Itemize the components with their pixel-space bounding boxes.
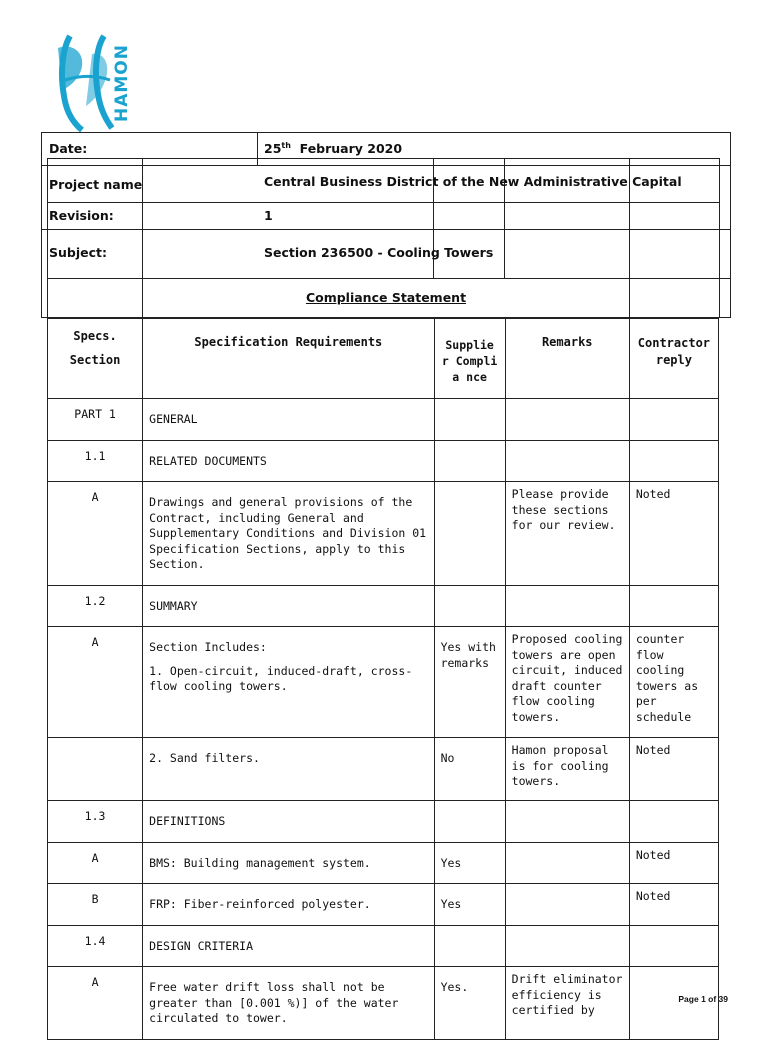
section-cell: 1.4 <box>48 925 143 967</box>
requirement-cell <box>143 842 434 884</box>
requirement-cell <box>143 738 434 801</box>
contractor-reply-cell: Noted <box>629 738 718 801</box>
requirement-text: 2. Sand filters. <box>149 751 260 765</box>
requirement-cell <box>143 482 434 586</box>
section-cell: 1.1 <box>48 440 143 482</box>
compliance-cell <box>434 482 505 586</box>
requirement-text: FRP: Fiber-reinforced polyester. <box>149 897 371 911</box>
section-cell: 1.3 <box>48 801 143 843</box>
table-row <box>48 399 719 441</box>
remarks-cell <box>505 399 629 441</box>
col-header-compliance: Supplie r Complia nce <box>434 319 505 399</box>
col-header-section: Specs. Section <box>48 319 143 399</box>
contractor-reply-cell <box>629 585 718 627</box>
section-cell: A <box>48 627 143 738</box>
table-row <box>48 585 719 627</box>
remarks-cell: Please provide these sections for our review. <box>505 482 629 586</box>
requirement-cell <box>143 925 434 967</box>
remarks-cell <box>505 801 629 843</box>
table-row <box>48 801 719 843</box>
requirement-cell <box>143 440 434 482</box>
compliance-cell <box>434 925 505 967</box>
remarks-cell <box>505 842 629 884</box>
section-cell: A <box>48 482 143 586</box>
contractor-reply-cell <box>629 925 718 967</box>
col-header-reply: Contractor reply <box>629 319 718 399</box>
remarks-cell <box>505 585 629 627</box>
contractor-reply-cell <box>629 399 718 441</box>
contractor-reply-cell <box>629 440 718 482</box>
section-cell: A <box>48 967 143 1040</box>
project-name-label: Project name <box>49 177 143 192</box>
project-name-value: Central Business District of the New Administrative Capital <box>264 174 682 189</box>
compliance-cell <box>434 399 505 441</box>
section-cell: A <box>48 842 143 884</box>
contractor-reply-cell: counter flow cooling towers as per schedule <box>629 627 718 738</box>
compliance-cell: Yes <box>434 884 505 926</box>
compliance-statement-title: Compliance Statement <box>305 290 467 305</box>
remarks-cell: Hamon proposal is for cooling towers. <box>505 738 629 801</box>
remarks-cell <box>505 884 629 926</box>
requirement-text: Free water drift loss shall not be greater than [0.001 %)] of the water circulated to tower. <box>149 980 399 1025</box>
table-row <box>48 842 719 884</box>
table-row <box>48 967 719 1040</box>
requirement-text: Drawings and general provisions of the Contract, including General and Supplementary Conditions and Division 01 Specification Sections, apply to this Section. <box>149 495 427 571</box>
subject-value: Section 236500 - Cooling Towers <box>264 245 494 260</box>
subject-label: Subject: <box>49 245 107 260</box>
col-header-requirements: Specification Requirements <box>143 319 434 399</box>
requirement-cell <box>143 801 434 843</box>
table-row <box>48 738 719 801</box>
revision-value: 1 <box>264 208 273 223</box>
remarks-cell <box>505 925 629 967</box>
contractor-reply-cell <box>629 801 718 843</box>
requirement-text: RELATED DOCUMENTS <box>149 453 267 468</box>
compliance-table <box>47 318 719 1040</box>
remarks-cell: Proposed cooling towers are open circuit, induced draft counter flow cooling towers. <box>505 627 629 738</box>
compliance-cell <box>434 585 505 627</box>
table-row <box>48 925 719 967</box>
requirement-cell <box>143 884 434 926</box>
contractor-reply-cell: Noted <box>629 884 718 926</box>
date-label: Date: <box>49 141 88 156</box>
table-row <box>48 627 719 738</box>
requirement-cell <box>143 627 434 738</box>
page-number: Page 1 of 39 <box>678 994 728 1004</box>
revision-label: Revision: <box>49 208 114 223</box>
compliance-cell: Yes. <box>434 967 505 1040</box>
contractor-reply-cell: Noted <box>629 842 718 884</box>
remarks-cell: Drift eliminator efficiency is certified by <box>505 967 629 1040</box>
remarks-cell <box>505 440 629 482</box>
requirement-text: Section Includes: <box>149 640 267 654</box>
requirement-text: 1. Open-circuit, induced-draft, cross-flow cooling towers. <box>149 663 413 693</box>
table-row <box>48 884 719 926</box>
requirement-text: DEFINITIONS <box>149 814 226 828</box>
section-cell: PART 1 <box>48 399 143 441</box>
col-header-remarks: Remarks <box>505 319 629 399</box>
requirement-cell <box>143 399 434 441</box>
contractor-reply-cell: Noted <box>629 482 718 586</box>
requirement-text: DESIGN CRITERIA <box>149 938 253 953</box>
hamon-wordmark: HAMON <box>112 44 132 122</box>
compliance-cell: No <box>434 738 505 801</box>
requirement-cell <box>143 967 434 1040</box>
table-row <box>48 440 719 482</box>
compliance-cell <box>434 440 505 482</box>
table-row <box>48 482 719 586</box>
section-cell: 1.2 <box>48 585 143 627</box>
date-value: 25th February 2020 <box>264 141 403 157</box>
requirement-text: BMS: Building management system. <box>149 855 371 870</box>
section-cell: B <box>48 884 143 926</box>
compliance-cell: Yes <box>434 842 505 884</box>
requirement-cell <box>143 585 434 627</box>
requirement-text: GENERAL <box>149 412 198 426</box>
requirement-text: SUMMARY <box>149 598 198 613</box>
compliance-cell: Yes with remarks <box>434 627 505 738</box>
compliance-cell <box>434 801 505 843</box>
section-cell <box>48 738 143 801</box>
table-header-row <box>48 319 719 399</box>
